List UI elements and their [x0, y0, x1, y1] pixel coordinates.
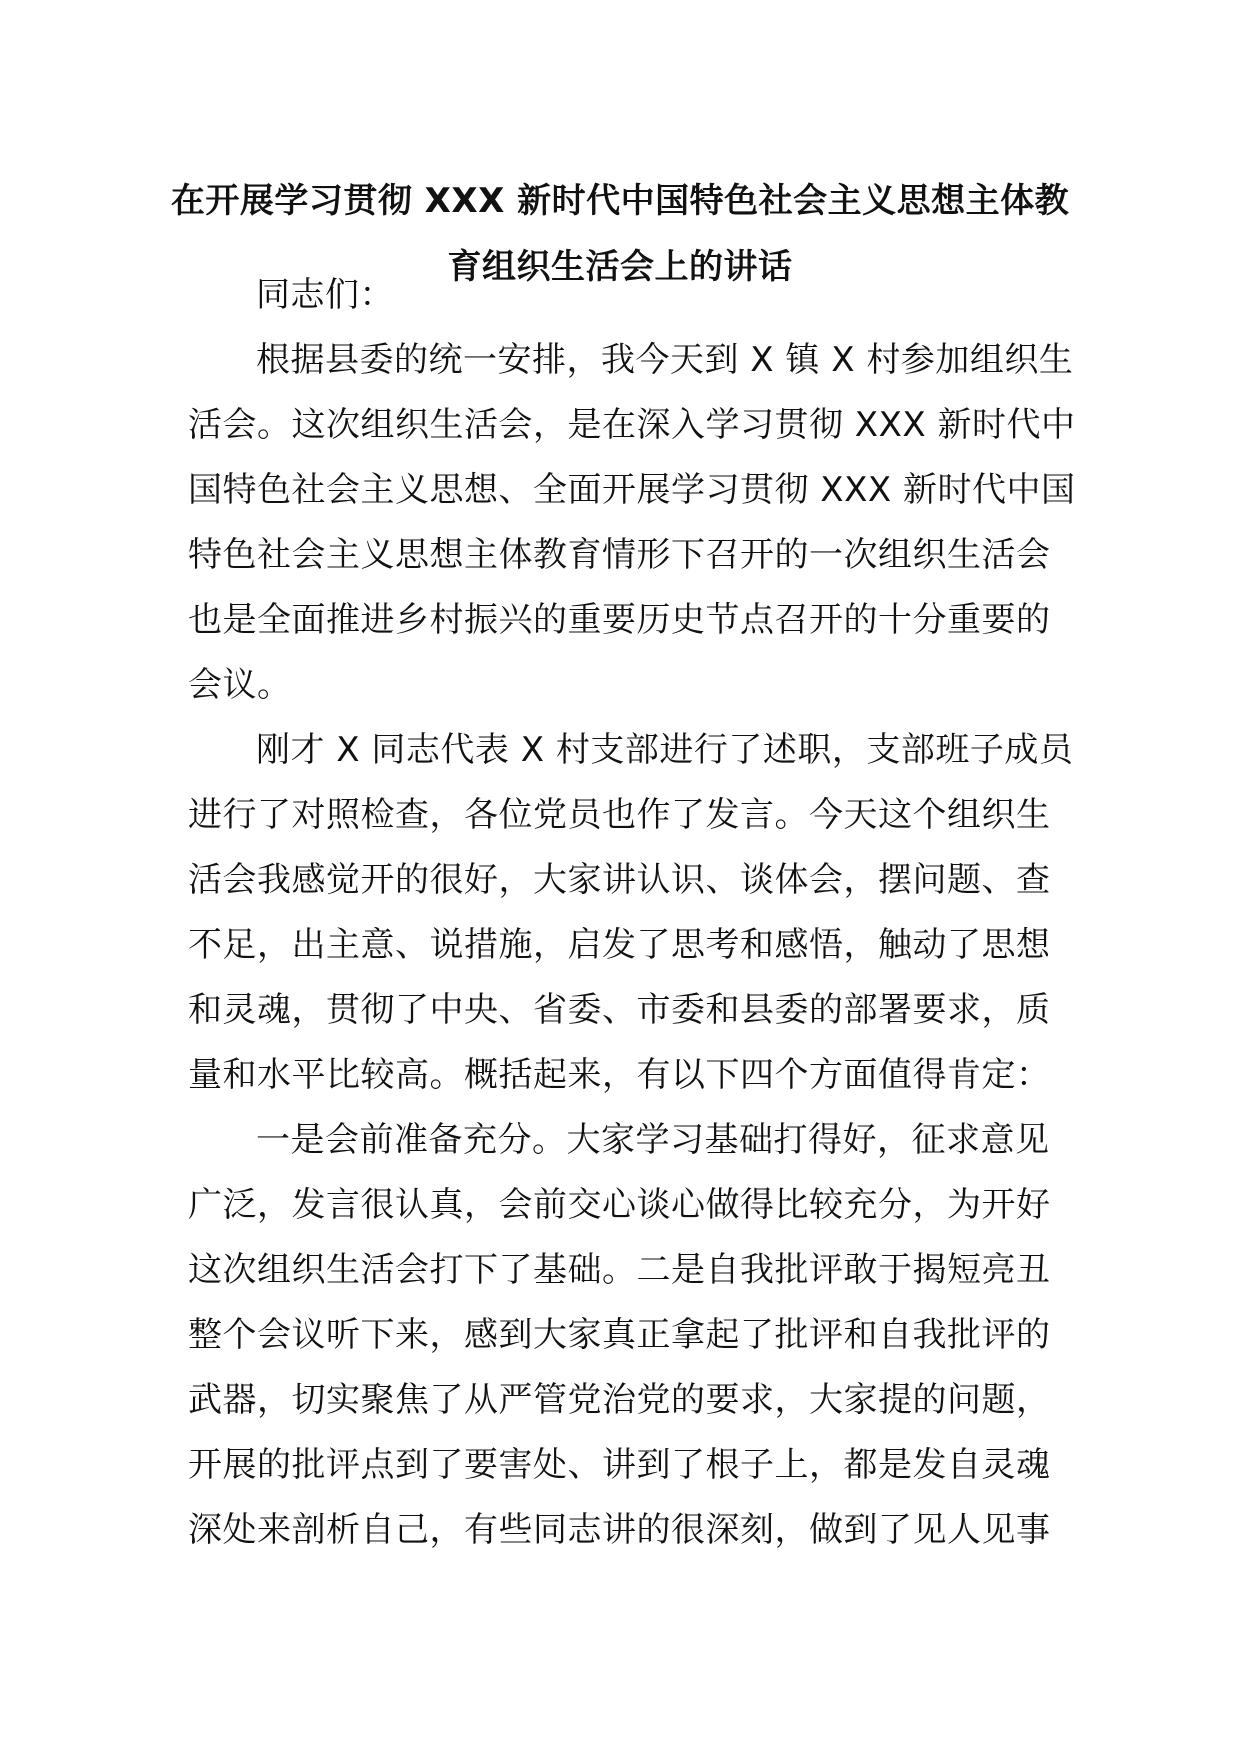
- document-body: [188, 263, 1076, 1563]
- paragraph-line: 不足，出主意、说措施，启发了思考和感悟，触动了思想: [188, 925, 1051, 965]
- paragraph-line: 和灵魂，贯彻了中央、省委、市委和县委的部署要求，质: [188, 990, 1051, 1030]
- paragraph-line: 根据县委的统一安排，我今天到 X 镇 X 村参加组织生: [256, 340, 1074, 380]
- salutation: [188, 263, 1058, 328]
- paragraph-line: 开展的批评点到了要害处、讲到了根子上，都是发自灵魂: [188, 1445, 1051, 1485]
- title-line-1: 在开展学习贯彻 XXX 新时代中国特色社会主义思想主体教: [170, 181, 1070, 221]
- paragraph-line: 一是会前准备充分。大家学习基础打得好，征求意见: [256, 1120, 1050, 1160]
- paragraph-line: 武器，切实聚焦了从严管党治党的要求，大家提的问题，: [188, 1380, 1051, 1420]
- title-line-2: 育组织生活会上的讲话: [447, 247, 793, 287]
- salutation-text: 同志们：: [256, 275, 394, 315]
- paragraph-line: 这次组织生活会打下了基础。二是自我批评敢于揭短亮丑: [188, 1250, 1051, 1290]
- paragraph-line: 刚才 X 同志代表 X 村支部进行了述职，支部班子成员: [256, 730, 1074, 770]
- paragraph-line: 活会我感觉开的很好，大家讲认识、谈体会，摆问题、查: [188, 860, 1051, 900]
- paragraph-line: 整个会议听下来，感到大家真正拿起了批评和自我批评的: [188, 1315, 1051, 1355]
- paragraph-line: 进行了对照检查，各位党员也作了发言。今天这个组织生: [188, 795, 1051, 835]
- paragraph-line: 特色社会主义思想主体教育情形下召开的一次组织生活会: [188, 535, 1051, 575]
- paragraph-line: 深处来剖析自己，有些同志讲的很深刻，做到了见人见事: [188, 1510, 1051, 1550]
- paragraph-line: 也是全面推进乡村振兴的重要历史节点召开的十分重要的: [188, 600, 1051, 640]
- paragraph-3: [188, 1108, 1058, 1563]
- paragraph-line: 广泛，发言很认真，会前交心谈心做得比较充分，为开好: [188, 1185, 1051, 1225]
- paragraph-line: 会议。: [188, 665, 292, 705]
- paragraph-line: 量和水平比较高。概括起来，有以下四个方面值得肯定：: [188, 1055, 1051, 1095]
- paragraph-line: 国特色社会主义思想、全面开展学习贯彻 XXX 新时代中国: [188, 470, 1076, 510]
- paragraph-2: [188, 718, 1074, 1108]
- paragraph-line: 活会。这次组织生活会，是在深入学习贯彻 XXX 新时代中: [188, 405, 1076, 445]
- paragraph-1: [188, 328, 1076, 718]
